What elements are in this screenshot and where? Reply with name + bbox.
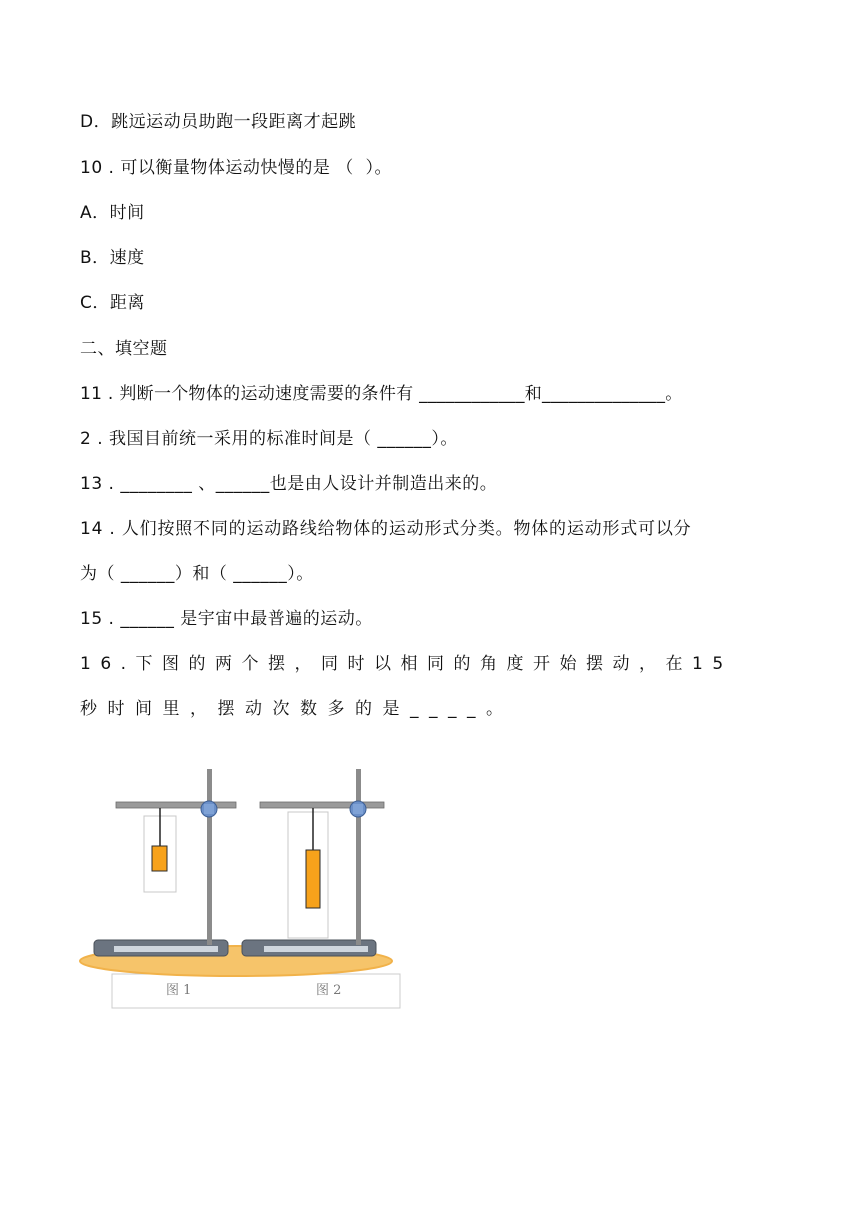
figure-label-1: 图 1 [166,983,192,998]
pendulum-figure [78,764,408,1009]
question-14-part1: 14 . 人们按照不同的运动路线给物体的运动形式分类。物体的运动形式可以分 [80,519,692,539]
figure-label-2: 图 2 [316,983,342,998]
question-13: 13 . ________ 、______也是由人设计并制造出来的。 [80,474,498,494]
question-10: 10 . 可以衡量物体运动快慢的是 （ ）。 [80,158,393,178]
question-16-part2: 秒时间里，摆动次数多的是____。 [80,699,514,719]
option-b: B．速度 [80,248,145,268]
option-d: D．跳远运动员助跑一段距离才起跳 [80,112,357,132]
question-2: 2 . 我国目前统一采用的标准时间是（ ______）。 [80,429,458,449]
pendulum-weight-1 [152,846,167,871]
option-c: C．距离 [80,293,145,313]
question-11: 11 . 判断一个物体的运动速度需要的条件有 ____________和______________。 [80,384,683,404]
question-15: 15 . ______ 是宇宙中最普遍的运动。 [80,609,373,629]
section-heading: 二、填空题 [80,339,168,359]
question-14-part2: 为（ ______）和（ ______）。 [80,564,314,584]
pendulum-weight-2 [306,850,320,908]
option-a: A．时间 [80,203,145,223]
question-16-part1: 16.下图的两个摆，同时以相同的角度开始摆动，在15 [80,654,733,674]
